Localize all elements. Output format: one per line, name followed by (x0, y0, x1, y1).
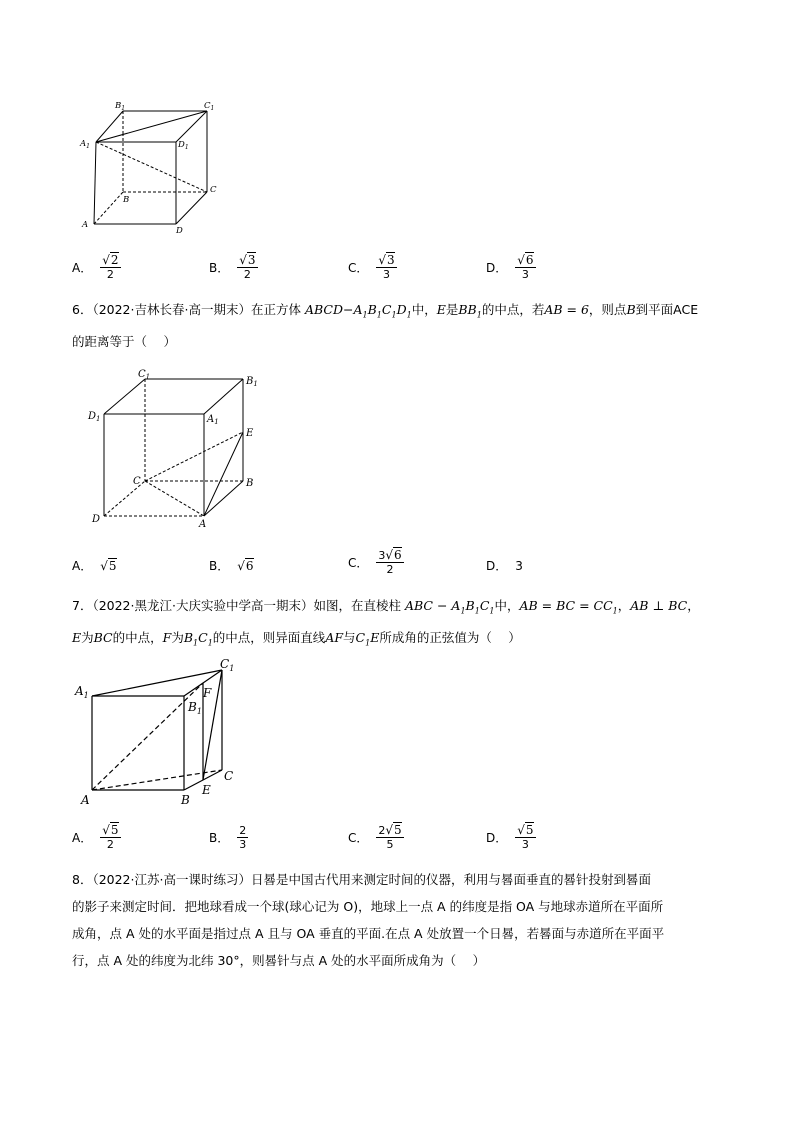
q6-stem: 6．（2022·吉林长春·高一期末）在正方体 $ABCD-A_1B_1C_1D_1$中，E是$BB_1$的中点，若AB = 6，则点B到平面ACE 的距离等于（ ） (72, 302, 699, 349)
label-C1: $C_1$ (138, 369, 151, 381)
label-B1: $B_1$ (115, 101, 126, 112)
label-B1: $B_1$ (246, 376, 258, 388)
q6-option-b[interactable]: B． √6 (209, 558, 254, 573)
q5-option-d[interactable]: D． $\frac{√6}{3}$ (486, 253, 534, 281)
q7-option-b[interactable]: B． $\frac{2}{3}$ (209, 824, 247, 851)
label-B: B (181, 793, 190, 807)
label-F: F (203, 686, 212, 700)
label-B: B (123, 195, 130, 205)
label-A: A (199, 519, 207, 530)
q7-option-d[interactable]: D． $\frac{√5}{3}$ (486, 823, 534, 851)
label-D: D (176, 226, 183, 236)
label-A1: $A_1$ (80, 139, 90, 150)
label-D1: $D_1$ (178, 140, 189, 151)
label-C: C (133, 476, 141, 487)
label-C1: $C_1$ (220, 658, 235, 673)
q6-cube-figure (86, 364, 276, 534)
q7-stem: 7．（2022·黑龙江·大庆实验中学高一期末）如图，在直棱柱 ABC − $A_1B_1C_1$中，AB = BC = $CC_1$，AB ⊥ BC， E为BC的中点，F为$B_1C_1$的中点，则异面直线AF与$C_1E$所成角的正弦值为（ ） (72, 598, 700, 647)
q6-option-a[interactable]: A． √5 (72, 558, 117, 573)
q8-line-4: 行，点 A 处的纬度为北纬 30°，则晷针与点 A 处的水平面所成角为（ ） (72, 953, 486, 968)
q7-prism-figure (72, 658, 252, 810)
q5-option-b[interactable]: B． $\frac{√3}{2}$ (209, 253, 256, 281)
label-E: E (202, 783, 211, 797)
q8-stem (72, 866, 732, 974)
q5-option-a[interactable]: A． $\frac{√2}{2}$ (72, 253, 119, 281)
label-A: A (82, 220, 89, 230)
q8-line-1: 8．（2022·江苏·高一课时练习）日晷是中国古代用来测定时间的仪器，利用与晷面垂直的晷针投射到晷面 (72, 872, 651, 887)
q6-option-c[interactable]: C． $\frac{3√6}{2}$ (348, 548, 402, 576)
q8-line-2: 的影子来测定时间．把地球看成一个球(球心记为 O)，地球上一点 A 的纬度是指 OA 与地球赤道所在平面所 (72, 899, 664, 914)
q6-option-d[interactable]: D． 3 (486, 558, 523, 573)
label-A1: $A_1$ (75, 684, 89, 700)
label-B1: $B_1$ (188, 700, 202, 716)
q7-option-a[interactable]: A． $\frac{√5}{2}$ (72, 823, 119, 851)
q5-option-c[interactable]: C． $\frac{√3}{3}$ (348, 253, 395, 281)
label-B: B (246, 478, 254, 489)
label-A1: $A_1$ (207, 414, 219, 426)
label-A: A (81, 793, 90, 807)
label-C: C (224, 769, 234, 783)
label-D1: $D_1$ (88, 411, 101, 423)
label-C: C (210, 185, 217, 195)
label-C1: $C_1$ (204, 101, 215, 112)
q7-option-c[interactable]: C． $\frac{2√5}{5}$ (348, 823, 402, 851)
q5-cube-figure (70, 95, 230, 240)
label-E: E (246, 428, 254, 439)
q8-line-3: 成角，点 A 处的水平面是指过点 A 且与 OA 垂直的平面.在点 A 处放置一个日晷，若晷面与赤道所在平面平 (72, 926, 665, 941)
label-D: D (92, 514, 101, 525)
